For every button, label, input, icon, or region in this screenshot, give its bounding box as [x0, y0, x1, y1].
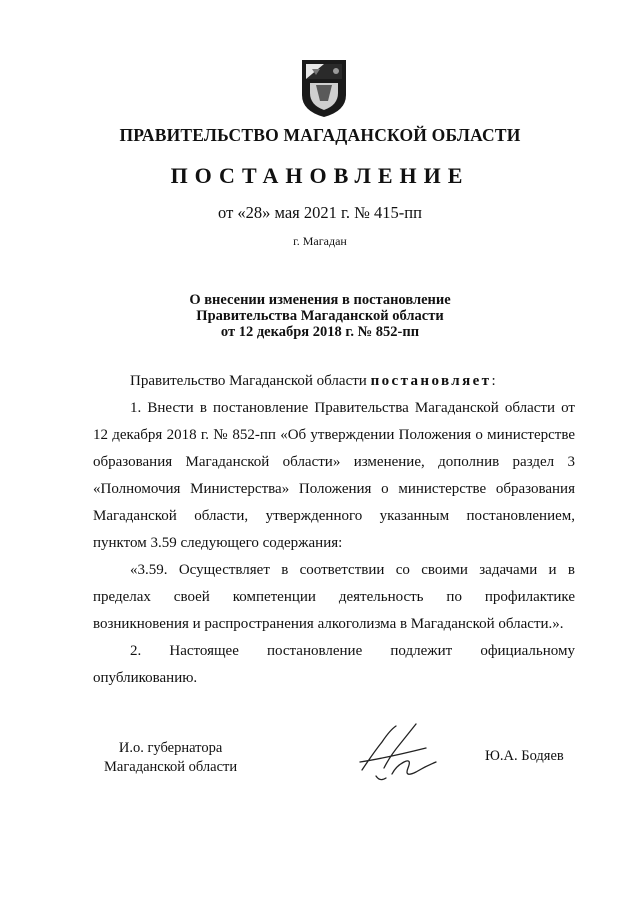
document-subject [0, 292, 640, 340]
organization-title: ПРАВИТЕЛЬСТВО МАГАДАНСКОЙ ОБЛАСТИ [119, 125, 521, 145]
item-2-word: постановление [267, 643, 363, 659]
city: г. Магадан [293, 234, 347, 248]
preamble-verb: постановляет [370, 373, 492, 389]
subject-line-1: О внесении изменения в постановление [189, 292, 451, 308]
item-2-word: подлежит [390, 643, 453, 659]
item-2-word: Настоящее [169, 643, 239, 659]
signatory-name: Ю.А. Бодяев [485, 748, 564, 764]
item-2-word: 2. [130, 643, 142, 659]
document-body [93, 368, 575, 692]
item-3-59-quote: «3.59. Осуществляет в соответствии со своими задачами и в пределах своей компетенции деятельность по профилактике возникновения и распространения алкоголизма в Магаданской области.». [93, 562, 575, 632]
handwritten-signature [356, 722, 442, 784]
item-2-word: официальному [480, 643, 575, 659]
signatory-position: И.о. губернатора Магаданской области [104, 740, 238, 775]
item-2-last-line: опубликованию. [93, 670, 198, 686]
item-1: 1. Внести в постановление Правительства Магаданской области от 12 декабря 2018 г. № 852-пп «Об утверждении Положения о министерстве образования Магаданской области» изменение, дополнив раздел 3 «Полномочия Министерства» Положения о министерстве образования Магаданской области, утвержденного указанным постановлением, пунктом 3.59 следующего содержания: [93, 400, 575, 551]
preamble: Правительство Магаданской области постановляет: [130, 373, 496, 389]
subject-line-3: от 12 декабря 2018 г. № 852-пп [220, 324, 420, 340]
item-2-line [93, 638, 575, 665]
subject-line-2: Правительства Магаданской области [196, 308, 444, 324]
coat-of-arms-emblem [298, 57, 350, 119]
document-date-number: от «28» мая 2021 г. № 415-пп [218, 203, 422, 222]
document-type: ПОСТАНОВЛЕНИЕ [170, 163, 470, 188]
